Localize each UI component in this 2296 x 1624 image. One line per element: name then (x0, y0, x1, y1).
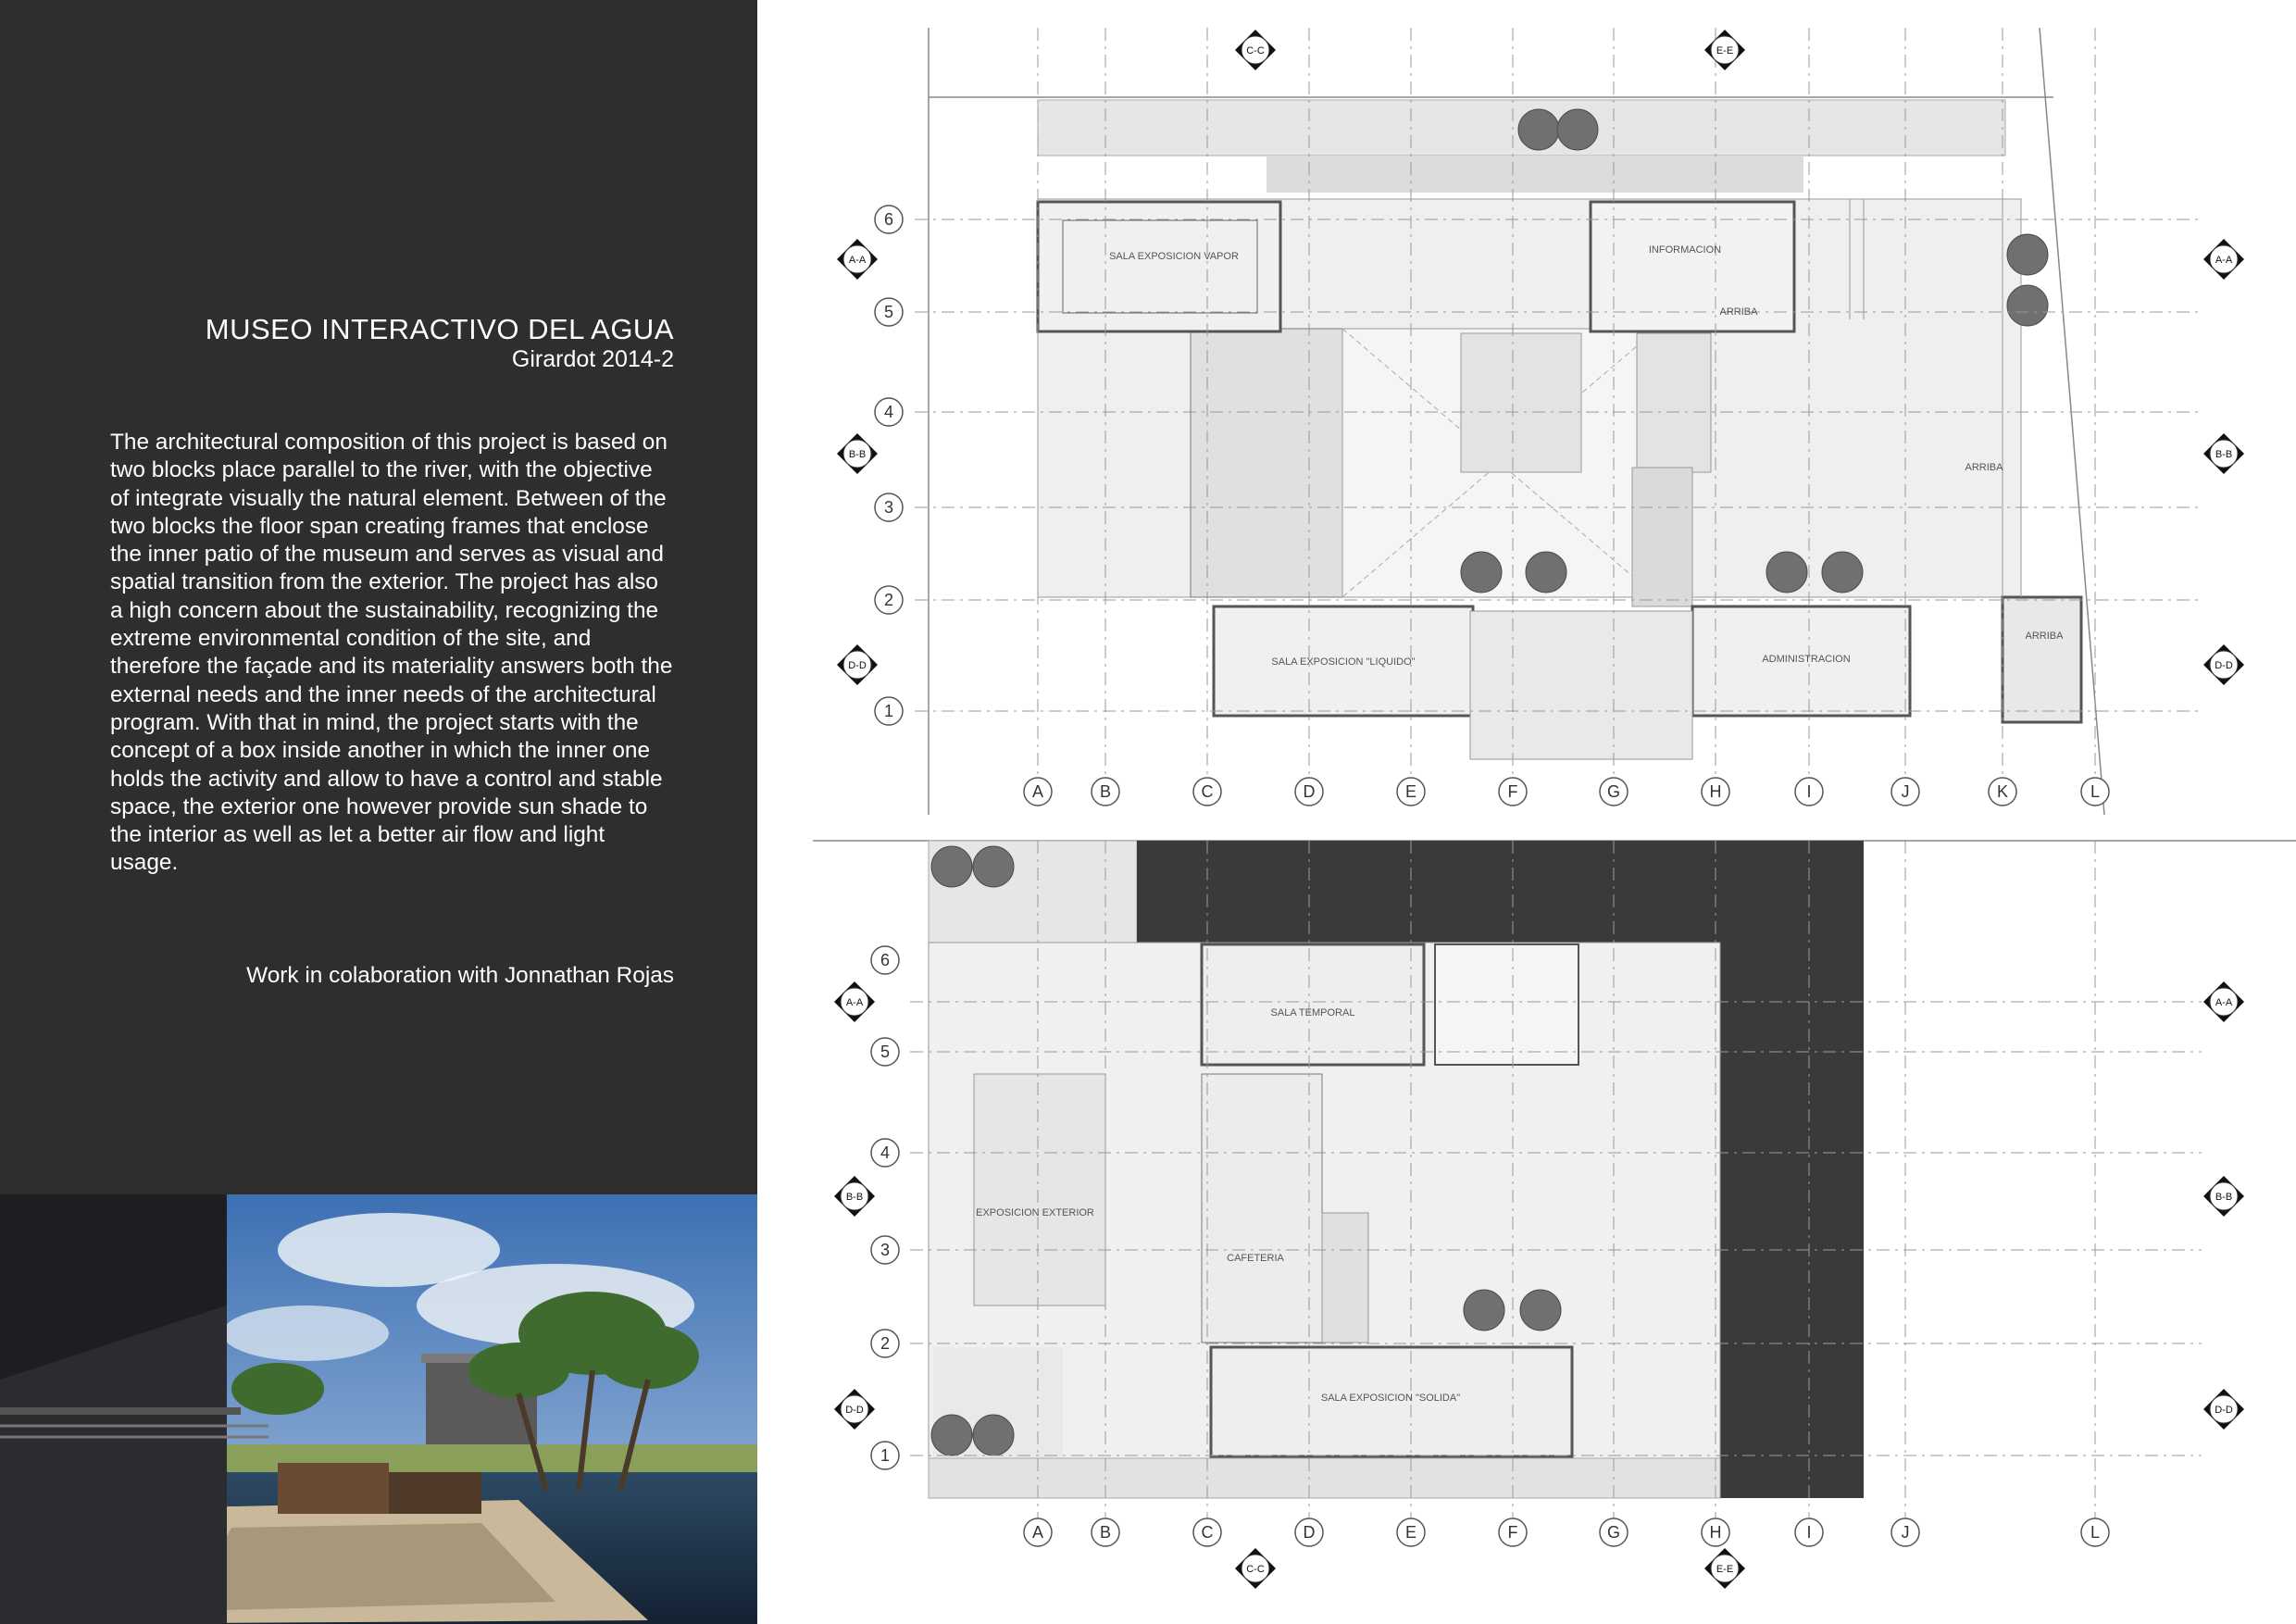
upper-column-axis-E: E (1404, 782, 1417, 801)
lower-column-axis-C: C (1201, 1523, 1214, 1542)
room-label-arriba-2: ARRIBA (1965, 462, 2003, 473)
project-title: MUSEO INTERACTIVO DEL AGUA (205, 313, 674, 345)
exterior-render-image (0, 1194, 757, 1624)
lower-row-axis-5: 5 (880, 1043, 891, 1061)
project-description: The architectural composition of this project is based on two blocks place parallel to the river, with the objective of integrate visually the natural element. Between of the two blocks the floor span creating frames that enclose the inner patio of the museum and serves as visual and spatial transition from the exterior. The project has also a high concern about the sustainability, recognizing the extreme environmental condition of the site, and therefore the façade and its materiality answers both the external needs and the inner needs of the architectural program. With that in mind, the project starts with the concept of a box inside another in which the inner one holds the activity and allow to have a control and stable space, the exterior one however provide sun shade to the interior as well as let a better air flow and light usage. (110, 430, 673, 876)
lower-row-axis-2: 2 (880, 1334, 891, 1353)
lower-column-axis-D: D (1303, 1523, 1316, 1542)
upper-row-axis-2: 2 (883, 591, 894, 609)
upper-column-axis-K: K (1996, 782, 2009, 801)
lower-section-cc-bottom: C-C (1246, 1564, 1265, 1575)
upper-row-axis-6: 6 (883, 210, 894, 229)
project-subtitle: Girardot 2014-2 (511, 346, 674, 372)
room-label-arriba-3: ARRIBA (2025, 631, 2064, 642)
floor-plans-drawing (757, 0, 2296, 1624)
lower-column-axis-J: J (1901, 1523, 1910, 1542)
upper-column-axis-B: B (1099, 782, 1112, 801)
lower-column-axis-H: H (1709, 1523, 1722, 1542)
lower-section-bb-left: B-B (845, 1192, 864, 1203)
upper-column-axis-G: G (1606, 782, 1621, 801)
upper-row-axis-5: 5 (883, 303, 894, 321)
lower-section-ee-bottom: E-E (1716, 1564, 1734, 1575)
upper-section-bb-right: B-B (2215, 449, 2233, 460)
upper-column-axis-C: C (1201, 782, 1214, 801)
lower-section-aa-right: A-A (2215, 997, 2233, 1008)
text-panel (0, 0, 757, 1624)
upper-section-dd-left: D-D (848, 660, 867, 671)
lower-row-axis-1: 1 (880, 1446, 891, 1465)
room-label-exposicion-exterior: EXPOSICION EXTERIOR (976, 1207, 1094, 1218)
lower-row-axis-6: 6 (880, 951, 891, 969)
room-label-administracion: ADMINISTRACION (1762, 654, 1851, 665)
lower-floor-plan (813, 841, 2296, 1528)
lower-row-axis-4: 4 (880, 1143, 891, 1162)
upper-column-axis-D: D (1303, 782, 1316, 801)
upper-section-cc-top: C-C (1246, 45, 1265, 56)
room-label-cafeteria: CAFETERIA (1227, 1253, 1284, 1264)
lower-column-axis-I: I (1806, 1523, 1812, 1542)
lower-section-dd-right: D-D (2215, 1405, 2233, 1416)
collaboration-credit: Work in colaboration with Jonnathan Rojas (246, 963, 674, 988)
lower-section-dd-left: D-D (845, 1405, 864, 1416)
upper-column-axis-L: L (2090, 782, 2101, 801)
lower-section-aa-left: A-A (845, 997, 864, 1008)
lower-column-axis-G: G (1606, 1523, 1621, 1542)
upper-column-axis-A: A (1031, 782, 1044, 801)
room-label-sala-temporal: SALA TEMPORAL (1270, 1007, 1355, 1018)
upper-section-bb-left: B-B (848, 449, 867, 460)
lower-section-bb-right: B-B (2215, 1192, 2233, 1203)
room-label-sala-vapor: SALA EXPOSICION VAPOR (1109, 251, 1239, 262)
room-label-sala-liquido: SALA EXPOSICION "LIQUIDO" (1271, 656, 1416, 668)
upper-section-dd-right: D-D (2215, 660, 2233, 671)
lower-row-axis-3: 3 (880, 1241, 891, 1259)
upper-section-ee-top: E-E (1716, 45, 1734, 56)
upper-section-aa-left: A-A (848, 255, 867, 266)
upper-section-aa-right: A-A (2215, 255, 2233, 266)
upper-row-axis-3: 3 (883, 498, 894, 517)
lower-column-axis-A: A (1031, 1523, 1044, 1542)
upper-floor-plan (915, 28, 2202, 815)
upper-column-axis-I: I (1806, 782, 1812, 801)
upper-row-axis-1: 1 (883, 702, 894, 720)
room-label-informacion: INFORMACION (1648, 244, 1722, 256)
room-label-arriba-1: ARRIBA (1719, 306, 1758, 318)
lower-column-axis-L: L (2090, 1523, 2101, 1542)
upper-column-axis-H: H (1709, 782, 1722, 801)
room-label-sala-solido: SALA EXPOSICION "SOLIDA" (1320, 1393, 1461, 1404)
lower-column-axis-F: F (1507, 1523, 1518, 1542)
upper-row-axis-4: 4 (883, 403, 894, 421)
lower-column-axis-B: B (1099, 1523, 1112, 1542)
upper-column-axis-J: J (1901, 782, 1910, 801)
lower-column-axis-E: E (1404, 1523, 1417, 1542)
upper-column-axis-F: F (1507, 782, 1518, 801)
